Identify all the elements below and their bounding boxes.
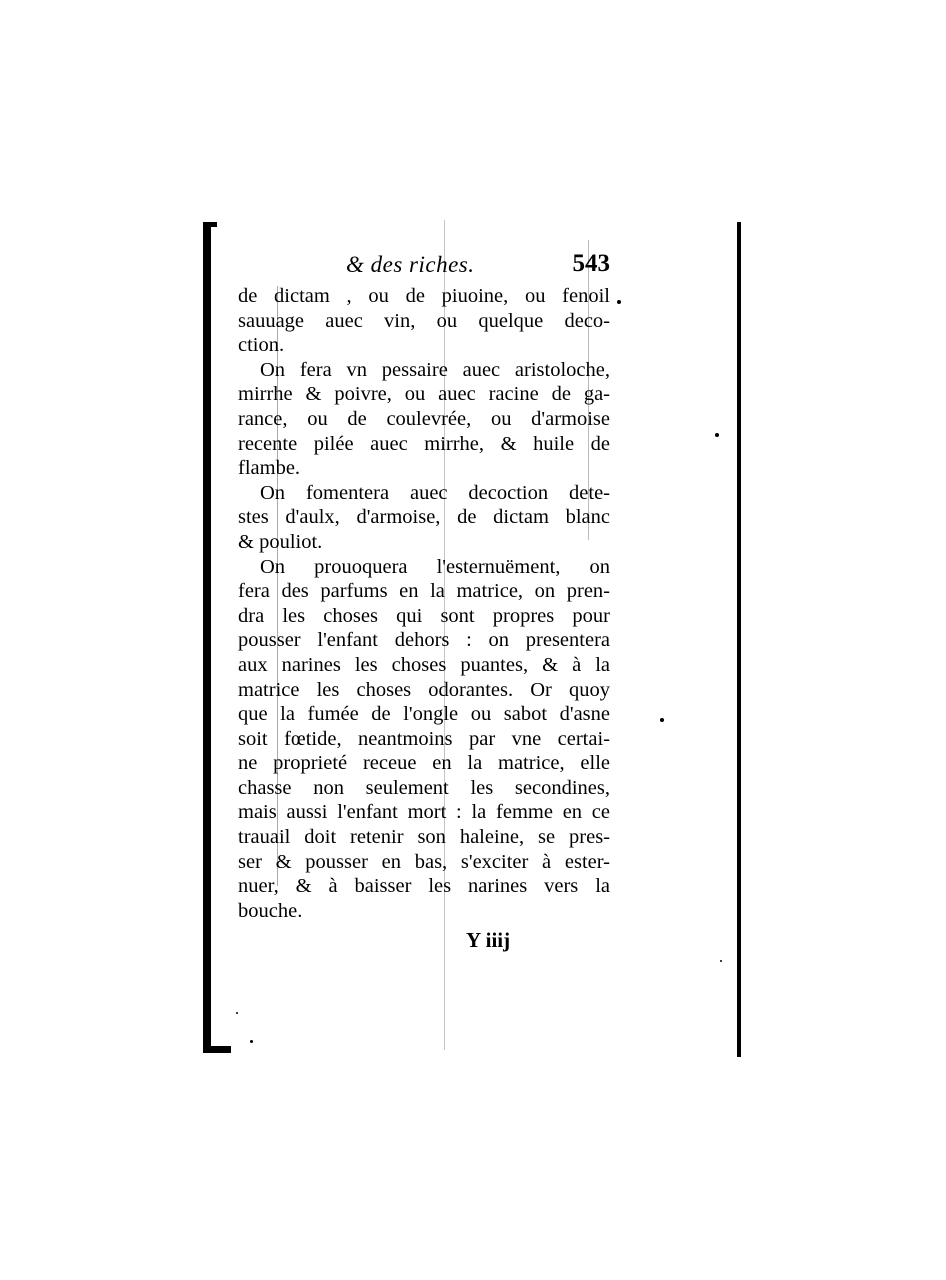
dust-speck (617, 300, 621, 304)
text-line: fera des parfums en la matrice, on pren- (238, 580, 610, 603)
body-text (238, 284, 610, 923)
dust-speck (715, 433, 719, 437)
text-line: sauuage auec vin, ou quelque deco- (238, 309, 610, 332)
text-line: recente pilée auec mirrhe, & huile de (238, 432, 610, 455)
text-line: ction. (238, 334, 285, 357)
text-line: On fera vn pessaire auec aristoloche, (260, 358, 610, 381)
page-number: 543 (572, 250, 610, 277)
paragraph (238, 358, 610, 481)
running-head (238, 250, 610, 284)
text-line: aux narines les choses puantes, & à la (238, 653, 610, 676)
text-line: mais aussi l'enfant mort : la femme en ce (238, 801, 610, 824)
scan-border-left (203, 222, 211, 1052)
signature-mark: Y iiij (466, 928, 511, 952)
text-line: nuer, & à baisser les narines vers la (238, 875, 610, 898)
scan-border-left-foot (203, 1046, 231, 1053)
text-line: On fomentera auec decoction dete- (260, 481, 610, 504)
text-line: dra les choses qui sont propres pour (238, 604, 610, 627)
paragraph (238, 555, 610, 924)
text-line: On prouoquera l'esternuëment, on (260, 555, 610, 578)
text-line: chasse non seulement les secondines, (238, 776, 610, 799)
paragraph (238, 481, 610, 555)
text-line: que la fumée de l'ongle ou sabot d'asne (238, 703, 610, 726)
running-title: & des riches. (346, 252, 475, 277)
dust-speck (720, 960, 722, 962)
text-line: ser & pousser en bas, s'exciter à ester- (238, 850, 610, 873)
text-line: pousser l'enfant dehors : on presentera (238, 629, 610, 652)
scan-border-left-head (203, 222, 217, 227)
dust-speck (236, 1012, 238, 1014)
paragraph (238, 284, 610, 358)
text-line: stes d'aulx, d'armoise, de dictam blanc (238, 506, 610, 529)
text-line: soit fœtide, neantmoins par vne certai- (238, 727, 610, 750)
dust-speck (660, 718, 664, 722)
text-line: mirrhe & poivre, ou auec racine de ga- (238, 383, 610, 406)
text-line: flambe. (238, 457, 301, 480)
dust-speck (250, 1040, 253, 1043)
text-line: & pouliot. (238, 530, 323, 553)
text-line: de dictam , ou de piuoine, ou fenoil (238, 285, 610, 307)
text-line: bouche. (238, 899, 303, 922)
text-line: matrice les choses odorantes. Or quoy (238, 678, 610, 701)
text-line: rance, ou de coulevrée, ou d'armoise (238, 407, 610, 430)
text-line: trauail doit retenir son haleine, se pres- (238, 826, 610, 849)
scan-border-right (737, 222, 741, 1057)
text-line: ne proprieté receue en la matrice, elle (238, 752, 610, 775)
